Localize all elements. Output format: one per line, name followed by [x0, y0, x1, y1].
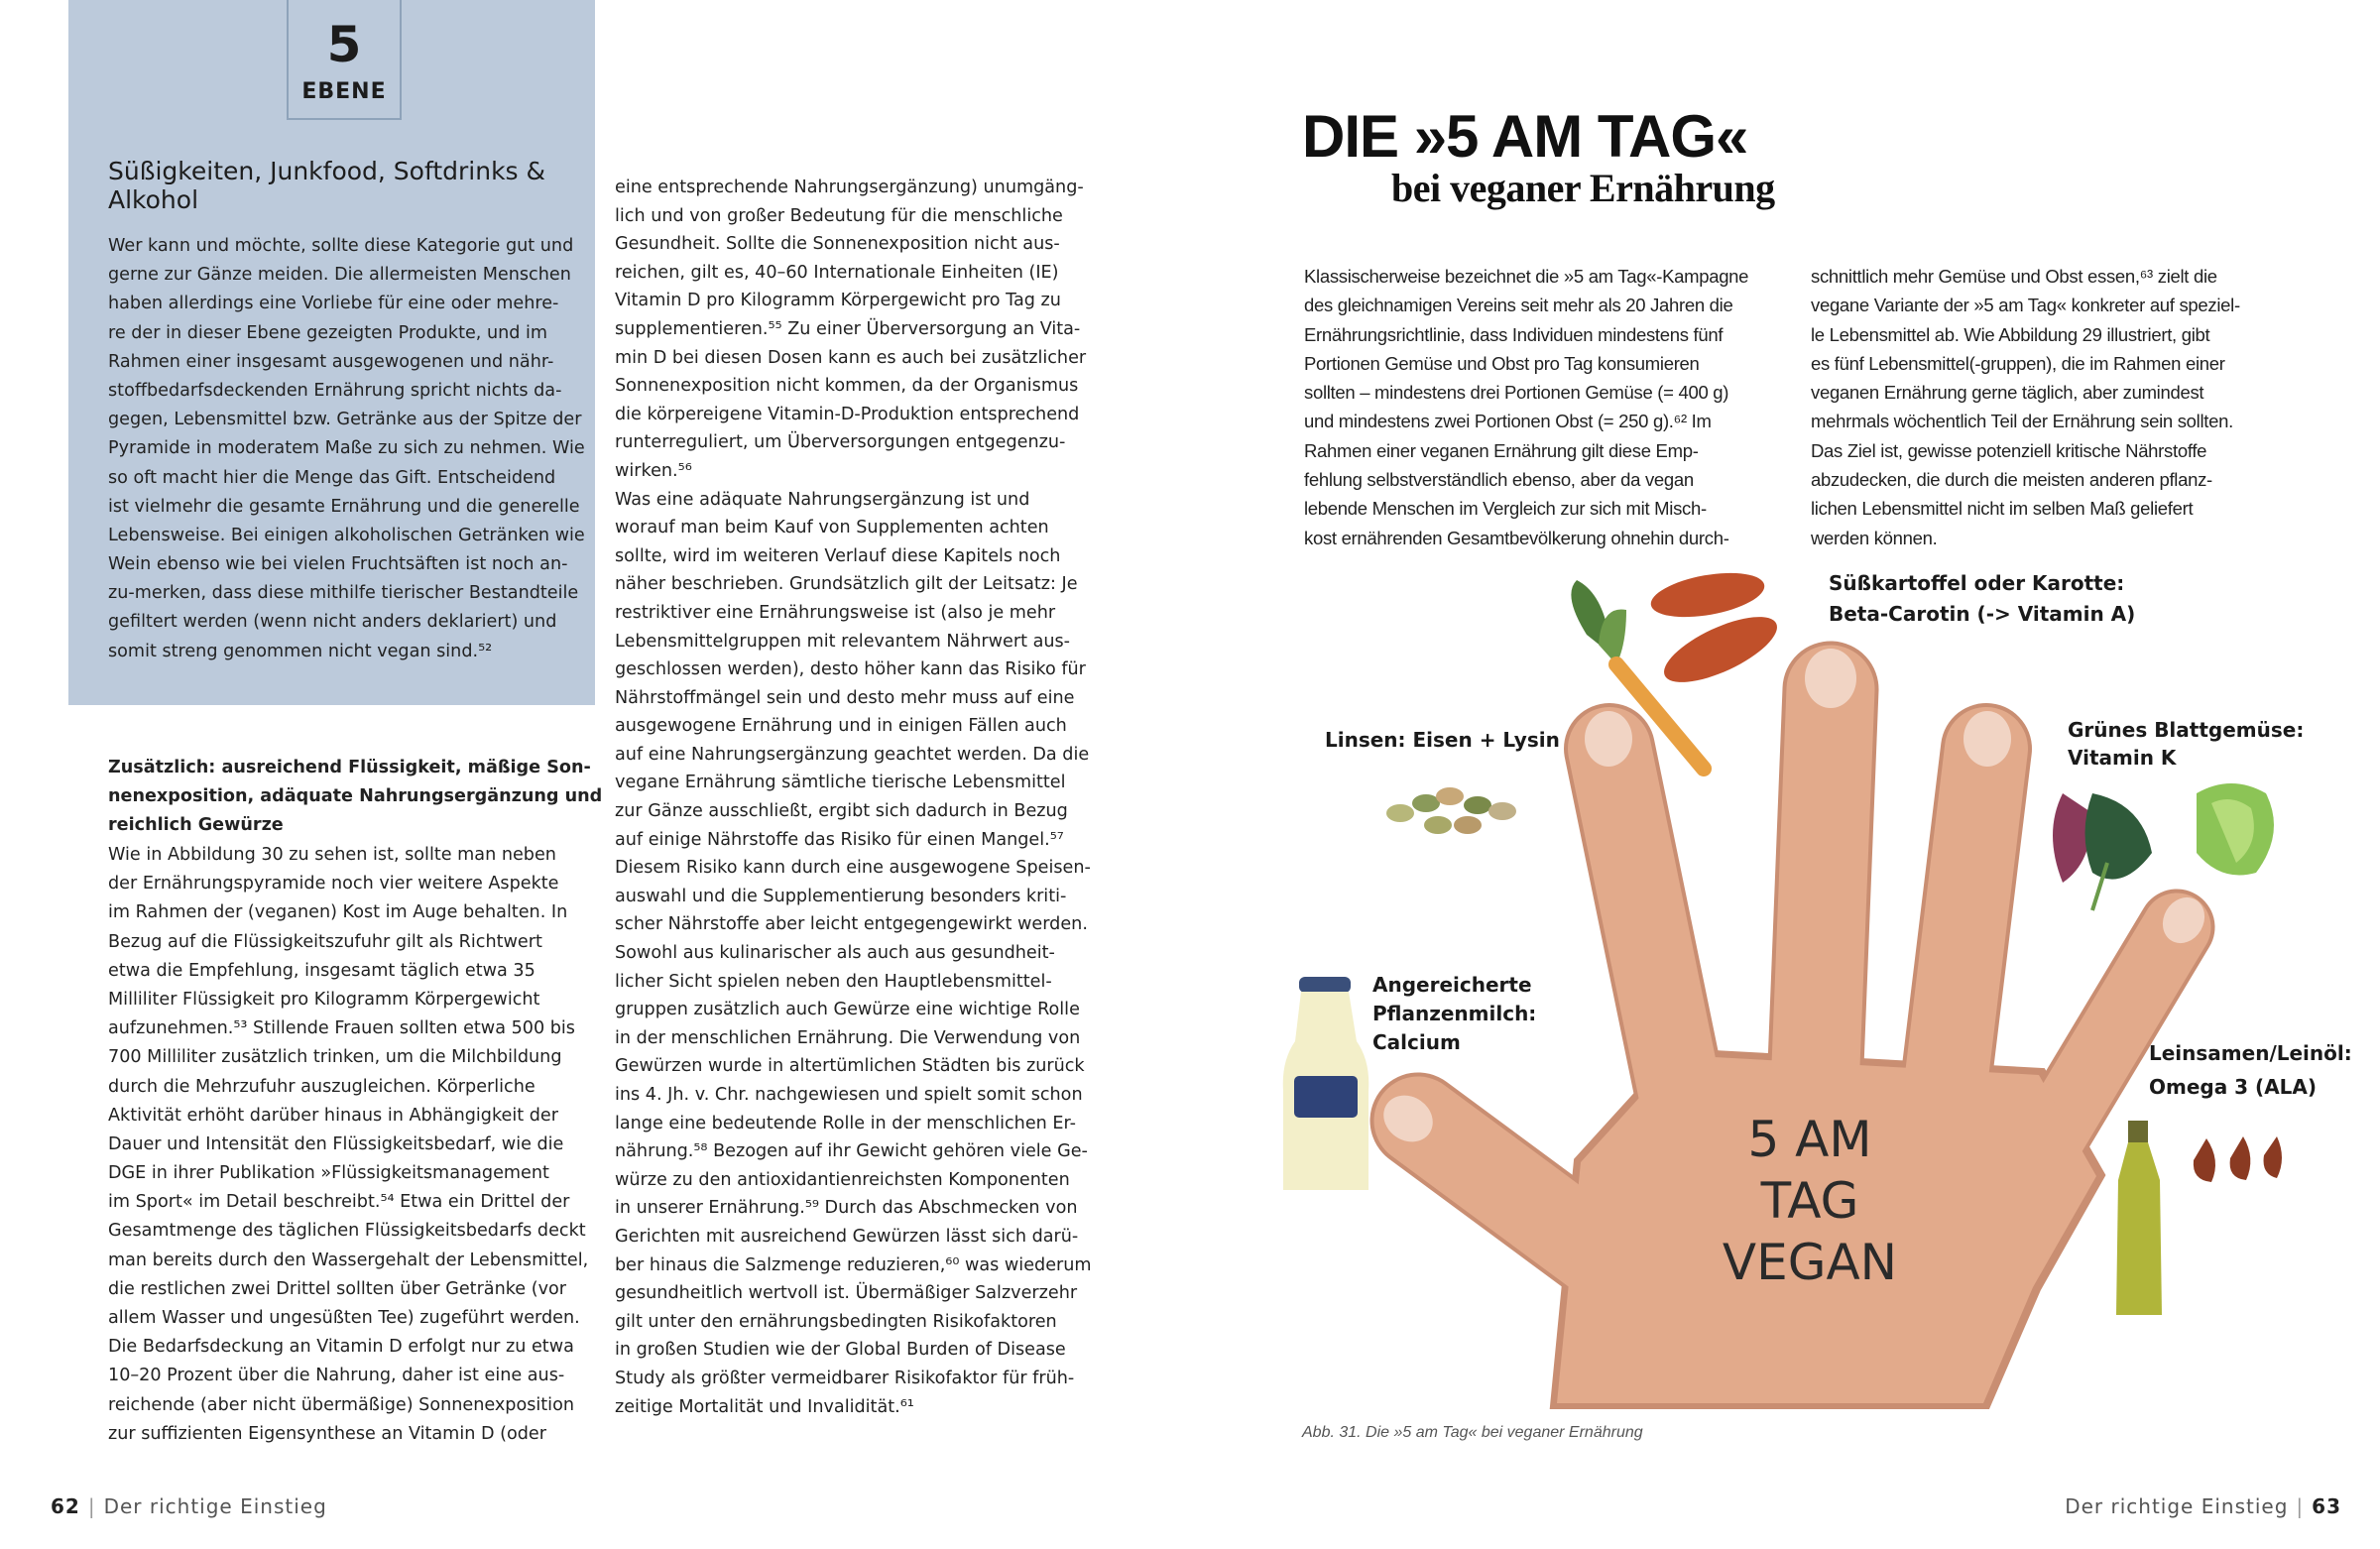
flaxseeds-icon [2194, 1136, 2282, 1182]
text-line: etwa die Empfehlung, insgesamt täglich etwa 35 [108, 960, 536, 981]
text-line: Vitamin K [2068, 746, 2177, 770]
text-line: Study als größter vermeidbarer Risikofaktor für früh- [615, 1368, 1075, 1388]
text-line: veganen Ernährung gerne täglich, aber zumindest [1811, 382, 2204, 404]
text-line: der Ernährungspyramide noch vier weitere Aspekte [108, 874, 559, 894]
text-line: VEGAN [1722, 1234, 1898, 1291]
text-line: Lebensmittelgruppen mit relevantem Nährwert aus- [615, 631, 1071, 652]
lentils-icon [1386, 787, 1516, 834]
page-number-left: 62 [51, 1494, 80, 1518]
text-line: in großen Studien wie der Global Burden of Disease [615, 1340, 1066, 1361]
text-line: Gerichten mit ausreichend Gewürzen lässt sich darü- [615, 1226, 1079, 1247]
text-line: wirken.⁵⁶ [615, 460, 692, 481]
text-line: lichen Lebensmittel nicht im selben Maß geliefert [1811, 498, 2194, 520]
text-line: ist vielmehr die gesamte Ernährung und die generelle [108, 496, 580, 517]
ring-nail [1964, 711, 2011, 767]
label-greens [2068, 716, 2304, 772]
text-line: in der menschlichen Ernährung. Die Verwendung von [615, 1027, 1081, 1048]
text-line: Diesem Risiko kann durch eine ausgewogene Speisen- [615, 858, 1091, 879]
text-line: es fünf Lebensmittel(-gruppen), die im Rahmen einer [1811, 352, 2225, 374]
text-line: zur Gänze ausschließt, ergibt sich dadurch in Bezug [615, 801, 1068, 822]
text-line: Rahmen einer veganen Ernährung gilt diese Emp- [1304, 439, 1699, 461]
text-line: Angereicherte [1372, 973, 1532, 997]
text-line: Beta-Carotin (-> Vitamin A) [1829, 602, 2136, 626]
text-line: Bezug auf die Flüssigkeitszufuhr gilt als Richtwert [108, 931, 542, 952]
label-flax [2149, 1036, 2352, 1104]
text-line: schnittlich mehr Gemüse und Obst essen,⁶³ zielt die [1811, 266, 2217, 287]
running-title-right: Der richtige Einstieg [2065, 1494, 2289, 1518]
text-line: in unserer Ernährung.⁵⁹ Durch das Abschmecken von [615, 1198, 1078, 1219]
text-line: re der in dieser Ebene gezeigten Produkte, und im [108, 322, 548, 343]
text-line: geschlossen werden), desto höher kann das Risiko für [615, 659, 1086, 680]
text-line: Sonnenexposition nicht kommen, da der Organismus [615, 376, 1079, 397]
text-line: Wie in Abbildung 30 zu sehen ist, sollte man neben [108, 845, 556, 865]
text-line: Süßigkeiten, Junkfood, Softdrinks & [108, 157, 546, 185]
text-line: 5 AM [1747, 1111, 1872, 1168]
text-line: Portionen Gemüse und Obst pro Tag konsumieren [1304, 352, 1700, 374]
text-line: Süßkartoffel oder Karotte: [1829, 571, 2125, 595]
text-line: die restlichen zwei Drittel sollten über Getränke (vor [108, 1278, 566, 1299]
text-line: 10–20 Prozent über die Nahrung, daher ist eine aus- [108, 1366, 565, 1386]
text-line: worauf man beim Kauf von Supplementen achten [615, 518, 1049, 538]
text-line: scher Nährstoffe aber leicht entgegengewirkt werden. [615, 914, 1088, 935]
text-line: Sowohl aus kulinarischer als auch aus gesundheit- [615, 943, 1055, 964]
text-line: würze zu den antioxidantienreichsten Komponenten [615, 1169, 1070, 1190]
text-line: Die Bedarfsdeckung an Vitamin D erfolgt nur zu etwa [108, 1337, 574, 1358]
text-line: runterreguliert, um Überversorgungen entgegenzu- [615, 432, 1066, 453]
text-line: nährung.⁵⁸ Bezogen auf ihr Gewicht gehören viele Ge- [615, 1141, 1088, 1162]
text-line: Pflanzenmilch: [1372, 1002, 1537, 1025]
text-line: im Sport« im Detail beschreibt.⁵⁴ Etwa ein Drittel der [108, 1192, 570, 1213]
plant-milk-bottle-icon [1283, 977, 1369, 1190]
flax-oil-bottle-icon [2116, 1121, 2162, 1315]
text-line: fehlung selbstverständlich ebenso, aber da vegan [1304, 469, 1694, 491]
text-line: ins 4. Jh. v. Chr. nachgewiesen und spielt somit schon [615, 1085, 1083, 1105]
text-line: gerne zur Gänze meiden. Die allermeisten Menschen [108, 265, 571, 286]
text-line: gesundheitlich wertvoll ist. Übermäßiger Salzverzehr [615, 1283, 1078, 1304]
text-line: DGE in ihrer Publikation »Flüssigkeitsmanagement [108, 1163, 549, 1184]
text-line: reichen, gilt es, 40–60 Internationale Einheiten (IE) [615, 262, 1059, 283]
text-line: des gleichnamigen Vereins seit mehr als 20 Jahren die [1304, 295, 1733, 316]
running-title-left: Der richtige Einstieg [103, 1494, 327, 1518]
text-line: auf einige Nährstoffe das Risiko für einen Mangel.⁵⁷ [615, 829, 1064, 850]
text-line: TAG [1760, 1172, 1859, 1230]
text-line: kost ernährenden Gesamtbevölkerung ohnehin durch- [1304, 527, 1729, 548]
text-line: durch die Mehrzufuhr auszugleichen. Körperliche [108, 1076, 536, 1097]
leafy-greens-icon [2053, 783, 2274, 910]
text-line: Ernährungsrichtlinie, dass Individuen mindestens fünf [1304, 323, 1724, 345]
text-line: reichende (aber nicht übermäßige) Sonnenexposition [108, 1394, 574, 1415]
text-line: zu-merken, dass diese mithilfe tierischer Bestandteile [108, 583, 579, 604]
text-line: Nährstoffmängel sein und desto mehr muss auf eine [615, 687, 1075, 708]
text-line: Klassischerweise bezeichnet die »5 am Tag«-Kampagne [1304, 266, 1749, 287]
level-label: EBENE [301, 79, 387, 104]
text-line: stoffbedarfsdeckenden Ernährung spricht nichts da- [108, 380, 562, 401]
middle-nail [1805, 649, 1856, 708]
text-line: Lebensweise. Bei einigen alkoholischen Getränken wie [108, 525, 585, 545]
label-lentils [1325, 725, 1560, 756]
text-line: le Lebensmittel ab. Wie Abbildung 29 illustriert, gibt [1811, 323, 2210, 345]
text-line: werden können. [1811, 527, 1938, 548]
text-line: haben allerdings eine Vorliebe für eine oder mehre- [108, 294, 559, 314]
text-line: gilt unter den ernährungsbedingten Risikofaktoren [615, 1311, 1057, 1332]
text-line: Gesamtmenge des täglichen Flüssigkeitsbedarfs deckt [108, 1221, 586, 1242]
text-line: Das Ziel ist, gewisse potenziell kritische Nährstoffe [1811, 439, 2207, 461]
text-line: aufzunehmen.⁵³ Stillende Frauen sollten etwa 500 bis [108, 1018, 575, 1039]
text-line: reichlich Gewürze [108, 815, 284, 836]
text-line: Omega 3 (ALA) [2149, 1075, 2318, 1099]
text-line: supplementieren.⁵⁵ Zu einer Überversorgung an Vita- [615, 318, 1081, 339]
text-line: Gewürzen wurde in altertümlichen Städten bis zurück [615, 1056, 1085, 1077]
text-line: eine entsprechende Nahrungsergänzung) unumgäng- [615, 178, 1084, 197]
text-line: Grünes Blattgemüse: [2068, 718, 2305, 742]
text-line: gefiltert werden (wenn nicht anders deklariert) und [108, 612, 557, 633]
text-line: Vitamin D pro Kilogramm Körpergewicht pro Tag zu [615, 291, 1061, 311]
text-line: Alkohol [108, 185, 199, 214]
left-footer: 62 | Der richtige Einstieg [51, 1494, 327, 1518]
text-line: licher Sicht spielen neben den Hauptlebensmittel- [615, 971, 1052, 992]
page-number-right: 63 [2312, 1494, 2341, 1518]
text-line: ausgewogene Ernährung und in einigen Fällen auch [615, 716, 1067, 737]
text-line: gegen, Lebensmittel bzw. Getränke aus der Spitze der [108, 410, 582, 430]
text-line: Calcium [1372, 1030, 1461, 1054]
text-line: Zusätzlich: ausreichend Flüssigkeit, mäßige Son- [108, 758, 591, 777]
palm-text [1676, 1109, 1944, 1293]
text-line: Milliliter Flüssigkeit pro Kilogramm Körpergewicht [108, 989, 540, 1010]
text-line: restriktiver eine Ernährungsweise ist (also je mehr [615, 602, 1056, 623]
text-line: zur suffizienten Eigensynthese an Vitamin D (oder [108, 1423, 546, 1444]
page-title: DIE »5 AM TAG« [1302, 103, 1748, 170]
text-line: Wein ebenso wie bei vielen Fruchtsäften ist noch an- [108, 554, 568, 575]
page-subtitle: bei veganer Ernährung [1391, 166, 1775, 210]
text-line: Rahmen einer insgesamt ausgewogenen und nähr- [108, 351, 554, 372]
text-line: gruppen zusätzlich auch Gewürze eine wichtige Rolle [615, 1000, 1080, 1020]
text-line: abzudecken, die durch die meisten anderen pflanz- [1811, 469, 2212, 491]
sweet-potato-icon [1647, 565, 1785, 695]
text-line: mehrmals wöchentlich Teil der Ernährung sein sollten. [1811, 411, 2233, 432]
text-line: allem Wasser und ungesüßten Tee) zugeführt werden. [108, 1308, 580, 1328]
text-line: und mindestens zwei Portionen Obst (= 250 g).⁶² Im [1304, 411, 1712, 432]
text-line: näher beschrieben. Grundsätzlich gilt der Leitsatz: Je [615, 574, 1078, 595]
text-line: Was eine adäquate Nahrungsergänzung ist und [615, 489, 1030, 510]
figure-caption: Abb. 31. Die »5 am Tag« bei veganer Ernährung [1302, 1424, 1643, 1441]
text-line: sollten – mindestens drei Portionen Gemüse (= 400 g) [1304, 382, 1729, 404]
label-sweet-potato [1829, 568, 2135, 630]
level-number: 5 [326, 16, 362, 73]
text-line: Linsen: Eisen + Lysin [1325, 728, 1560, 752]
text-line: Dauer und Intensität den Flüssigkeitsbedarf, wie die [108, 1133, 564, 1154]
text-line: auswahl und die Supplementierung besonders kriti- [615, 886, 1067, 906]
index-nail [1585, 711, 1632, 767]
text-line: Wer kann und möchte, sollte diese Kategorie gut und [108, 236, 574, 256]
text-line: somit streng genommen nicht vegan sind.⁵² [108, 641, 493, 661]
text-line: zeitige Mortalität und Invalidität.⁶¹ [615, 1396, 914, 1417]
text-line: lange eine bedeutende Rolle in der menschlichen Er- [615, 1113, 1076, 1133]
text-line: Aktivität erhöht darüber hinaus in Abhängigkeit der [108, 1105, 558, 1126]
text-line: auf eine Nahrungsergänzung geachtet werden. Da die [615, 744, 1090, 765]
text-line: lich und von großer Bedeutung für die menschliche [615, 205, 1063, 226]
text-line: vegane Variante der »5 am Tag« konkreter auf speziel- [1811, 295, 2240, 316]
text-line: vegane Ernährung sämtliche tierische Lebensmittel [615, 773, 1066, 793]
text-line: 700 Milliliter zusätzlich trinken, um die Milchbildung [108, 1047, 562, 1068]
text-line: ber hinaus die Salzmenge reduzieren,⁶⁰ was wiederum [615, 1254, 1092, 1275]
text-line: Pyramide in moderatem Maße zu sich zu nehmen. Wie [108, 438, 585, 459]
text-line: nenexposition, adäquate Nahrungsergänzung und [108, 786, 603, 807]
text-line: so oft macht hier die Menge das Gift. Entscheidend [108, 467, 556, 488]
text-line: Gesundheit. Sollte die Sonnenexposition nicht aus- [615, 234, 1060, 255]
label-plant-milk [1372, 971, 1536, 1057]
text-line: Leinsamen/Leinöl: [2149, 1041, 2352, 1065]
text-line: im Rahmen der (veganen) Kost im Auge behalten. In [108, 902, 568, 923]
right-footer: Der richtige Einstieg | 63 [2065, 1494, 2341, 1518]
text-line: lebende Menschen im Vergleich zur sich mit Misch- [1304, 498, 1707, 520]
text-line: sollte, wird im weiteren Verlauf diese Kapitels noch [615, 545, 1061, 566]
text-line: man bereits durch den Wassergehalt der Lebensmittel, [108, 1250, 589, 1270]
text-line: die körpereigene Vitamin-D-Produktion entsprechend [615, 404, 1080, 424]
text-line: min D bei diesen Dosen kann es auch bei zusätzlicher [615, 347, 1087, 368]
